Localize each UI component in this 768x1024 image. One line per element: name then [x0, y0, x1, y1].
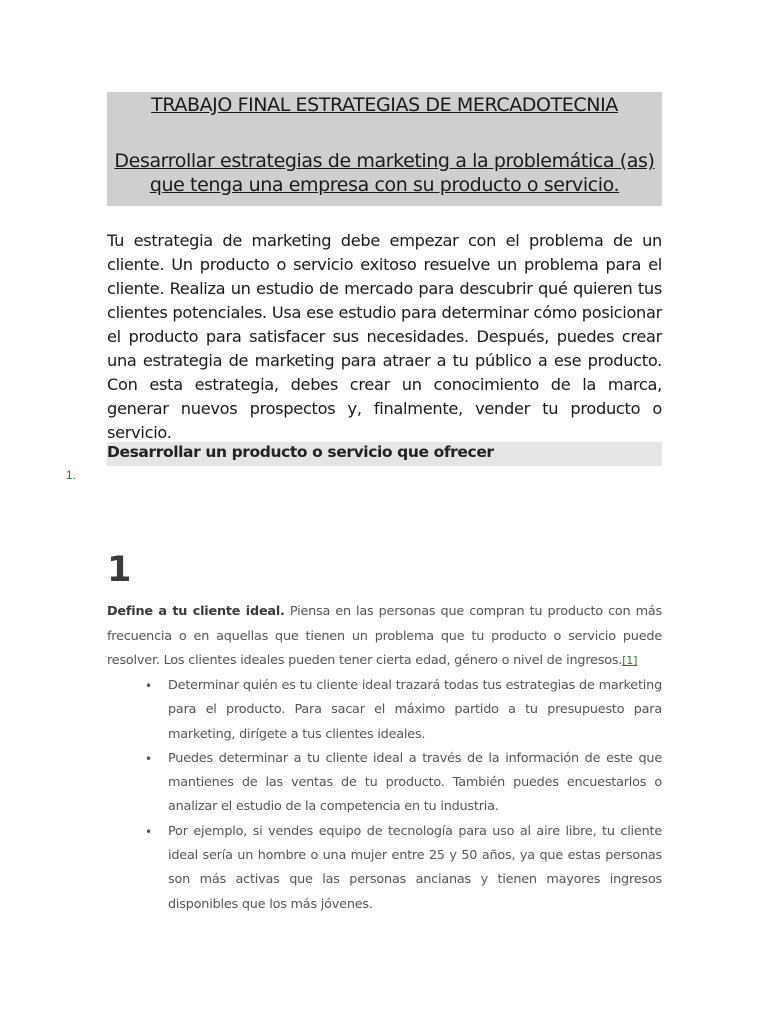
bullet-text: Por ejemplo, si vendes equipo de tecnología para uso al aire libre, tu cliente ideal sería un hombre o una mujer entre 25 y 50 años, ya que estas personas son más activas que las personas ancianas y tienen mayores ingresos disponibles que los más jóvenes. — [168, 823, 662, 912]
step-paragraph — [107, 600, 662, 674]
step-body: Piensa en las personas que compran tu producto con más frecuencia o en aquellas que tienen un problema que tu producto o servicio puede resolver. Los clientes ideales pueden tener cierta edad, género o nivel de ingresos. — [107, 604, 662, 668]
bullet-icon: • — [145, 679, 152, 693]
bullet-list — [145, 674, 662, 917]
document-title: TRABAJO FINAL ESTRATEGIAS DE MERCADOTECNIA — [151, 94, 618, 116]
list-item — [145, 820, 662, 917]
list-item — [145, 747, 662, 820]
document-subtitle-line2: que tenga una empresa con su producto o servicio. — [149, 174, 620, 196]
document-subtitle-line1: Desarrollar estrategias de marketing a la problemática (as) — [114, 150, 655, 172]
section-title: Desarrollar un producto o servicio que ofrecer — [107, 443, 494, 461]
bullet-text: Puedes determinar a tu cliente ideal a través de la información de este que mantienes de las ventas de tu producto. También puedes encuestarlos o analizar el estudio de la competencia en tu industria. — [168, 750, 662, 815]
list-marker: 1. — [66, 468, 77, 482]
bullet-icon: • — [145, 751, 152, 766]
list-item — [145, 674, 662, 747]
title-block — [107, 92, 662, 206]
intro-paragraph: Tu estrategia de marketing debe empezar con el problema de un cliente. Un producto o servicio exitoso resuelve un problema para el cliente. Realiza un estudio de mercado para descubrir qué quieren tus clientes potenciales. Usa ese estudio para determinar cómo posicionar el producto para satisfacer sus necesidades. Después, puedes crear una estrategia de marketing para atraer a tu público a ese producto. Con esta estrategia, debes crear un conocimiento de la marca, generar nuevos prospectos y, finalmente, vender tu producto o servicio. — [107, 231, 662, 442]
section-heading-bar — [107, 442, 662, 466]
bullet-icon: • — [145, 824, 152, 839]
bullet-text: Determinar quién es tu cliente ideal trazará todas tus estrategias de marketing para el producto. Para sacar el máximo partido a tu presupuesto para marketing, dirígete a tus clientes ideales. — [168, 678, 662, 742]
step-number: 1 — [107, 550, 132, 590]
step-lead: Define a tu cliente ideal. — [107, 604, 285, 619]
footnote-link[interactable]: [1] — [622, 654, 638, 667]
